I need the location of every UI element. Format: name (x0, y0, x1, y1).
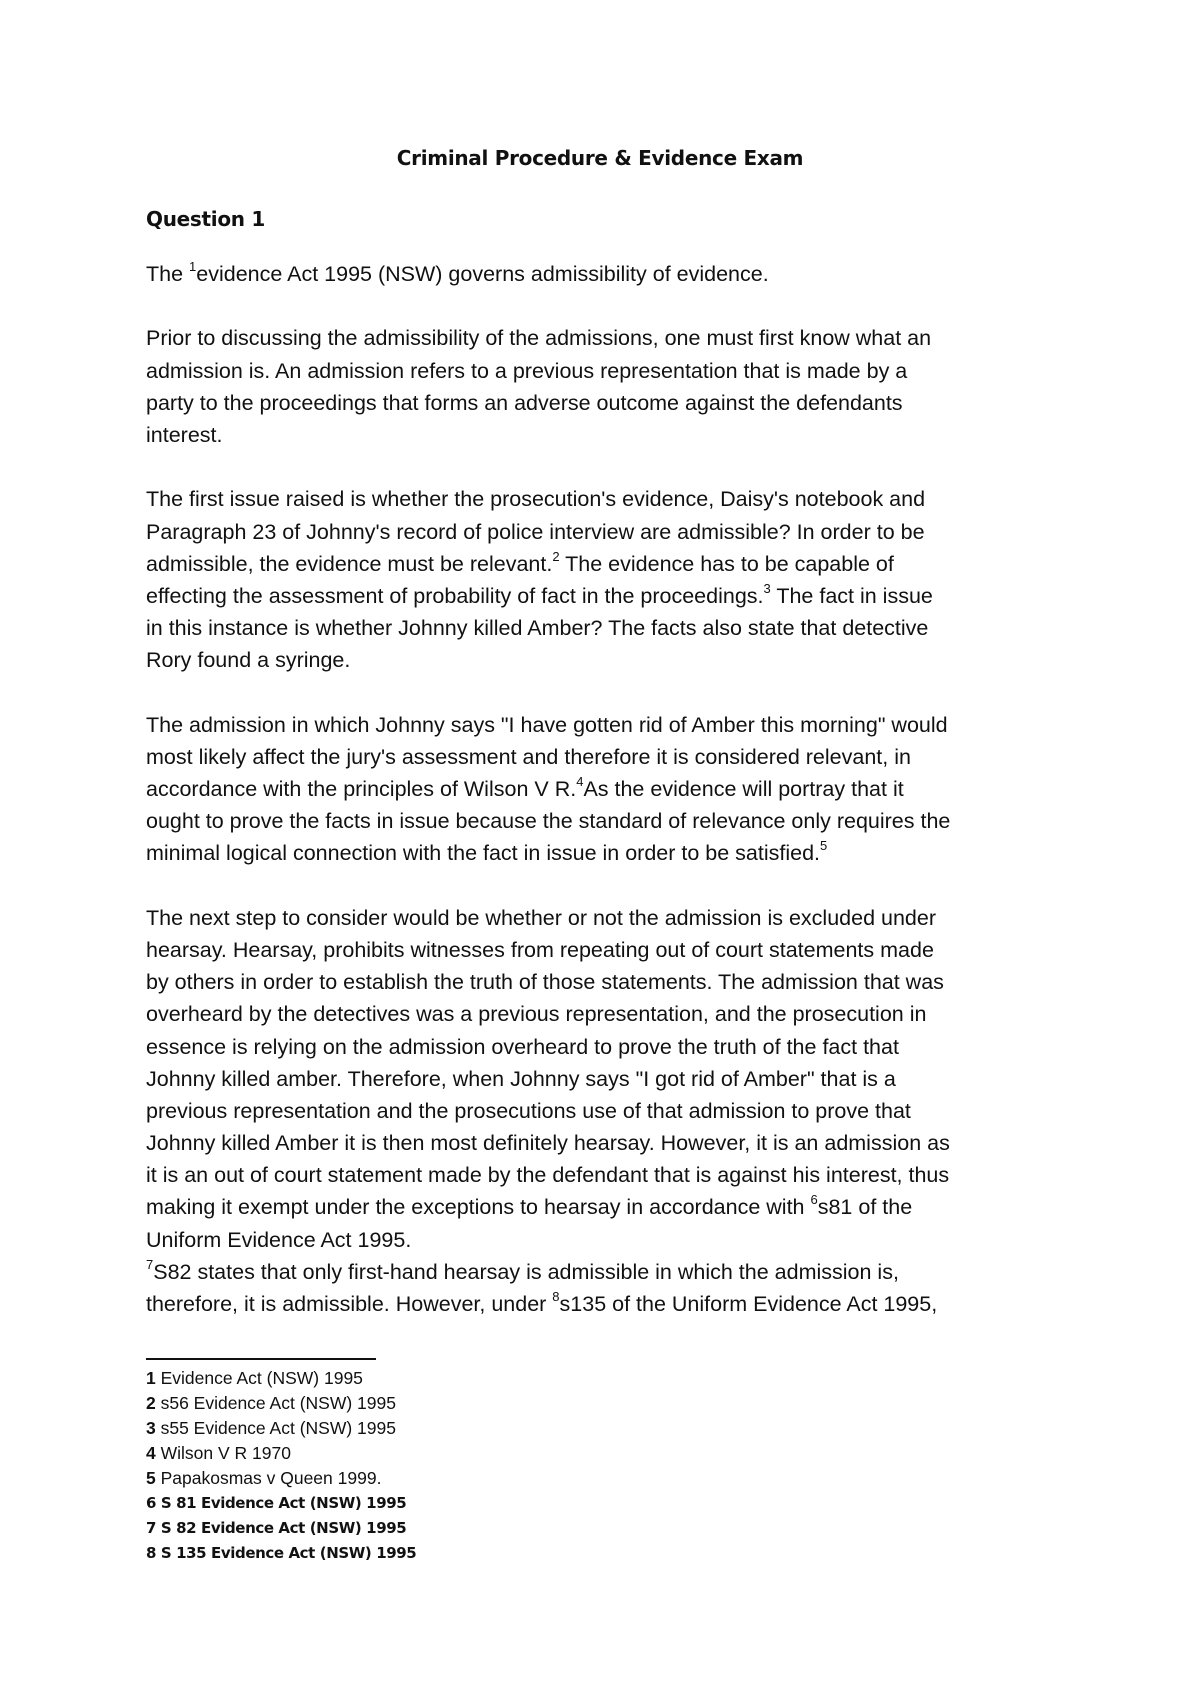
text-run: in this instance is whether Johnny killed Amber? The facts also state that detective (146, 616, 929, 641)
text-run: The first issue raised is whether the prosecution's evidence, Daisy's notebook and (146, 487, 926, 512)
text-line (146, 1224, 1056, 1256)
footnote-number: 3 (146, 1418, 156, 1438)
text-line (146, 612, 1056, 644)
footnote-item (146, 1541, 846, 1566)
text-line (146, 805, 1056, 837)
text-line (146, 644, 1056, 676)
text-run: The admission in which Johnny says "I have gotten rid of Amber this morning" would (146, 712, 948, 737)
text-run: most likely affect the jury's assessment and therefore it is considered relevant, in (146, 744, 911, 769)
text-run: Rory found a syringe. (146, 648, 351, 673)
text-run: overheard by the detectives was a previous representation, and the prosecution in (146, 1002, 927, 1027)
footnote-item (146, 1416, 846, 1441)
paragraph (146, 322, 1056, 451)
text-run: The fact in issue (770, 583, 933, 608)
footnote-marker: 3 (763, 580, 771, 596)
text-line (146, 709, 1056, 741)
text-run: minimal logical connection with the fact in issue in order to be satisfied. (146, 841, 821, 866)
text-run: s135 of the Uniform Evidence Act 1995, (559, 1292, 938, 1316)
text-line (146, 580, 1056, 612)
footnote-text: S 82 Evidence Act (NSW) 1995 (156, 1519, 407, 1537)
footnote-item (146, 1366, 846, 1391)
footnote-item (146, 1441, 846, 1466)
text-line (146, 322, 1056, 354)
text-run: S82 states that only first-hand hearsay is admissible in which the admission is, (153, 1259, 899, 1284)
footnote-marker: 8 (552, 1288, 560, 1304)
footnote-text: S 81 Evidence Act (NSW) 1995 (156, 1494, 407, 1512)
footnote-number: 8 (146, 1544, 157, 1562)
footnote-item (146, 1516, 846, 1541)
text-line (146, 934, 1056, 966)
text-run: Uniform Evidence Act 1995. (146, 1227, 412, 1252)
footnote-number: 6 (146, 1494, 157, 1512)
footnote-marker: 6 (810, 1192, 818, 1208)
text-run: it is an out of court statement made by the defendant that is against his interest, thus (146, 1163, 950, 1188)
footnote-marker: 4 (576, 773, 584, 789)
footnote-number: 1 (146, 1368, 156, 1388)
paragraph-gap (146, 870, 1056, 902)
text-run: therefore, it is admissible. However, under (146, 1292, 553, 1316)
text-run: effecting the assessment of probability of fact in the proceedings. (146, 583, 764, 608)
text-line (146, 419, 1056, 451)
paragraph-gap (146, 451, 1056, 483)
footnote-marker: 5 (820, 838, 828, 854)
footnote-text: Papakosmas v Queen 1999. (155, 1468, 382, 1488)
text-run: Johnny killed amber. Therefore, when Johnny says "I got rid of Amber" that is a (146, 1066, 896, 1091)
footnote-item (146, 1466, 846, 1491)
text-line (146, 483, 1056, 515)
footnote-marker: 7 (146, 1256, 154, 1272)
text-run: interest. (146, 422, 223, 447)
text-run: The (146, 262, 190, 286)
text-run: essence is relying on the admission overheard to prove the truth of the fact that (146, 1034, 899, 1059)
text-run: evidence Act 1995 (NSW) governs admissibility of evidence. (196, 262, 769, 286)
text-line (146, 902, 1056, 934)
text-line (146, 1256, 1056, 1288)
text-line (146, 741, 1056, 773)
text-run: admissible, the evidence must be relevant. (146, 551, 553, 576)
paragraph (146, 483, 1056, 676)
footnote-number: 2 (146, 1393, 156, 1413)
text-line (146, 387, 1056, 419)
footnote-separator (146, 1358, 376, 1360)
footnote-text: s55 Evidence Act (NSW) 1995 (155, 1418, 396, 1438)
text-run: previous representation and the prosecutions use of that admission to prove that (146, 1098, 911, 1123)
text-line (146, 1095, 1056, 1127)
footnote-text: Wilson V R 1970 (155, 1443, 291, 1463)
text-run: Paragraph 23 of Johnny's record of police interview are admissible? In order to be (146, 519, 925, 544)
paragraph (146, 709, 1056, 870)
paragraph (146, 902, 1056, 1320)
text-run: accordance with the principles of Wilson V R. (146, 777, 577, 801)
paragraph-gap (146, 676, 1056, 708)
footnote-item (146, 1491, 846, 1516)
footnote-marker: 2 (552, 548, 560, 564)
text-line (146, 1288, 1056, 1320)
text-line (146, 548, 1056, 580)
text-line (146, 1159, 1056, 1191)
text-run: As the evidence will portray that it (583, 777, 904, 801)
footnote-number: 7 (146, 1519, 157, 1537)
text-run: admission is. An admission refers to a previous representation that is made by a (146, 358, 908, 383)
footnote-item (146, 1391, 846, 1416)
text-line (146, 1031, 1056, 1063)
paragraph-gap (146, 290, 1056, 322)
text-line (146, 258, 1056, 290)
text-run: ought to prove the facts in issue because the standard of relevance only requires the (146, 809, 951, 834)
text-line (146, 516, 1056, 548)
text-line (146, 1127, 1056, 1159)
text-line (146, 1063, 1056, 1095)
question-heading: Question 1 (146, 207, 265, 231)
text-run: party to the proceedings that forms an adverse outcome against the defendants (146, 390, 903, 415)
footnote-number: 4 (146, 1443, 156, 1463)
footnotes (146, 1366, 846, 1566)
footnote-marker: 1 (189, 258, 197, 274)
text-run: s81 of the (817, 1195, 913, 1220)
text-line (146, 998, 1056, 1030)
footnote-text: s56 Evidence Act (NSW) 1995 (155, 1393, 396, 1413)
text-line (146, 837, 1056, 869)
footnote-text: Evidence Act (NSW) 1995 (155, 1368, 363, 1388)
text-run: hearsay. Hearsay, prohibits witnesses from repeating out of court statements made (146, 937, 934, 962)
text-run: Johnny killed Amber it is then most definitely hearsay. However, it is an admission as (146, 1131, 950, 1156)
footnote-text: S 135 Evidence Act (NSW) 1995 (156, 1544, 417, 1562)
text-run: Prior to discussing the admissibility of the admissions, one must first know what an (146, 326, 932, 351)
text-run: The evidence has to be capable of (559, 551, 894, 576)
text-run: by others in order to establish the truth of those statements. The admission that was (146, 970, 944, 995)
paragraph (146, 258, 1056, 290)
footnote-number: 5 (146, 1468, 156, 1488)
text-run: making it exempt under the exceptions to hearsay in accordance with (146, 1195, 811, 1220)
body-text (146, 258, 1056, 1320)
text-line (146, 355, 1056, 387)
text-line (146, 1191, 1056, 1223)
text-run: The next step to consider would be whether or not the admission is excluded under (146, 905, 936, 930)
text-line (146, 773, 1056, 805)
document-title: Criminal Procedure & Evidence Exam (396, 146, 804, 170)
text-line (146, 966, 1056, 998)
